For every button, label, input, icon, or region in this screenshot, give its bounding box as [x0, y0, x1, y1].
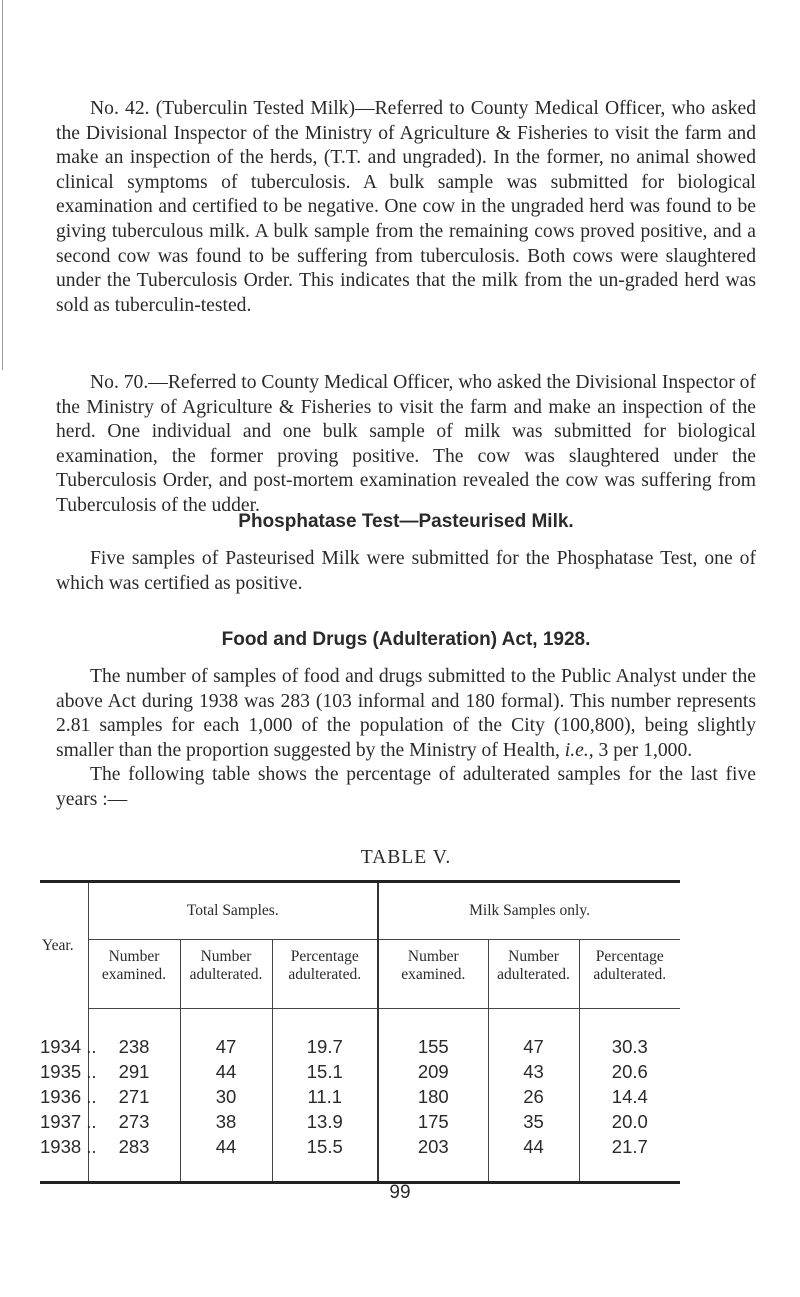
total-percentage-adulterated-header: [272, 940, 378, 1009]
total-examined-cell: 291: [88, 1059, 180, 1084]
year-cell: 1936 ..: [40, 1086, 97, 1107]
adulteration-table: [40, 880, 680, 1184]
milk-examined-cell: 175: [378, 1109, 488, 1134]
paragraph-text: The number of samples of food and drugs submitted to the Public Analyst under the above Act during 1938 was 283 (103 informal and 180 formal). This number represents 2.81 samples for each 1,000 of the population of the City (100,800), being slightly smaller than the proportion suggested by the Ministry of Health,: [56, 666, 756, 761]
total-adulterated-cell: 44: [180, 1059, 272, 1084]
paragraph-phosphatase: [56, 547, 756, 596]
total-number-adulterated-header: [180, 940, 272, 1009]
milk-adulterated-cell: 35: [488, 1109, 579, 1134]
header-line: adulterated.: [497, 966, 570, 983]
year-cell: 1938 ..: [40, 1136, 97, 1157]
total-examined-cell: 238: [88, 1034, 180, 1059]
milk-percentage-cell: 20.0: [579, 1109, 680, 1134]
milk-percentage-cell: 20.6: [579, 1059, 680, 1084]
spacer-cell: [488, 1009, 579, 1035]
total-adulterated-cell: 47: [180, 1034, 272, 1059]
milk-percentage-cell: 21.7: [579, 1134, 680, 1183]
scan-edge-line: [2, 0, 3, 370]
header-line: adulterated.: [189, 966, 263, 983]
paragraph-text: Five samples of Pasteurised Milk were submitted for the Phosphatase Test, one of which was certified as positive.: [56, 548, 756, 594]
milk-percentage-adulterated-header: [579, 940, 680, 1009]
total-samples-group-header: Total Samples.: [88, 882, 378, 940]
header-line: adulterated.: [593, 966, 667, 983]
total-percentage-cell: 15.5: [272, 1134, 378, 1183]
milk-adulterated-cell: 43: [488, 1059, 579, 1084]
milk-examined-cell: 209: [378, 1059, 488, 1084]
milk-number-examined-header: [378, 940, 488, 1009]
table-spacer-row: [40, 1009, 680, 1035]
total-adulterated-cell: 44: [180, 1134, 272, 1183]
spacer-cell: [180, 1009, 272, 1035]
spacer-cell: [378, 1009, 488, 1035]
total-percentage-cell: 11.1: [272, 1084, 378, 1109]
total-percentage-cell: 15.1: [272, 1059, 378, 1084]
heading-food-and-drugs-act: Food and Drugs (Adulteration) Act, 1928.: [221, 629, 591, 650]
table-header-row-groups: [40, 882, 680, 940]
total-percentage-cell: 13.9: [272, 1109, 378, 1134]
paragraph-table-intro: [56, 763, 756, 812]
header-line: Percentage: [595, 948, 664, 965]
spacer-cell: [40, 1009, 88, 1035]
milk-examined-cell: 155: [378, 1034, 488, 1059]
year-cell: 1935 ..: [40, 1061, 97, 1082]
header-line: Number: [508, 948, 559, 965]
table-header-row-columns: [40, 940, 680, 1009]
total-percentage-cell: 19.7: [272, 1034, 378, 1059]
spacer-cell: [88, 1009, 180, 1035]
year-cell: 1937 ..: [40, 1111, 97, 1132]
milk-percentage-cell: 30.3: [579, 1034, 680, 1059]
header-line: Percentage: [290, 948, 359, 965]
heading-phosphatase-test: Phosphatase Test—Pasteurised Milk.: [238, 511, 574, 532]
table-row: [40, 1059, 680, 1084]
milk-adulterated-cell: 44: [488, 1134, 579, 1183]
paragraph-text: No. 70.—Referred to County Medical Officer, who asked the Divisional Inspector of the Ministry of Agriculture & Fisheries to visit the farm and make an inspection of the herd. One individual and one bulk sample of milk was submitted for biological examination, the former proving positive. The cow was slaughtered under the Tuberculosis Order, and post-mortem examination revealed the cow was suffering from Tuberculosis of the udder.: [56, 372, 756, 516]
header-line: Number: [108, 948, 160, 965]
total-adulterated-cell: 30: [180, 1084, 272, 1109]
paragraph-case-42: [56, 97, 756, 318]
header-line: Number: [407, 948, 459, 965]
year-cell: 1934 ..: [40, 1036, 97, 1057]
milk-adulterated-cell: 26: [488, 1084, 579, 1109]
header-line: Number: [200, 948, 252, 965]
year-column-header: Year.: [42, 936, 74, 954]
spacer-cell: [579, 1009, 680, 1035]
total-number-examined-header: [88, 940, 180, 1009]
paragraph-text: No. 42. (Tuberculin Tested Milk)—Referred to County Medical Officer, who asked the Divisional Inspector of the Ministry of Agriculture & Fisheries to visit the farm and make an inspection of the herds, (T.T. and ungraded). In the former, no animal showed clinical symptoms of tuberculosis. A bulk sample was submitted for biological examination and certified to be negative. One cow in the ungraded herd was found to be giving tuberculous milk. A bulk sample from the remaining cows proved positive, and a second cow was found to be suffering from tuberculosis. Both cows were slaughtered under the Tuberculosis Order. This indicates that the milk from the un-graded herd was sold as tuberculin-tested.: [56, 98, 756, 316]
total-examined-cell: 271: [88, 1084, 180, 1109]
total-adulterated-cell: 38: [180, 1109, 272, 1134]
table-row: [40, 1034, 680, 1059]
header-line: adulterated.: [288, 966, 362, 983]
spacer-cell: [272, 1009, 378, 1035]
paragraph-case-70: [56, 371, 756, 519]
milk-percentage-cell: 14.4: [579, 1084, 680, 1109]
milk-adulterated-cell: 47: [488, 1034, 579, 1059]
paragraph-text: The following table shows the percentage of adulterated samples for the last five years :—: [56, 764, 756, 810]
total-examined-cell: 273: [88, 1109, 180, 1134]
table-row: [40, 1109, 680, 1134]
header-line: examined.: [401, 966, 466, 983]
paragraph-food-and-drugs: [56, 665, 756, 763]
paragraph-ie: i.e.,: [564, 739, 594, 761]
header-line: examined.: [101, 966, 167, 983]
milk-samples-group-header: Milk Samples only.: [378, 882, 680, 940]
paragraph-text: 3 per 1,000.: [593, 739, 693, 761]
table-row: [40, 1084, 680, 1109]
adulteration-table-wrapper: [40, 880, 680, 1184]
milk-examined-cell: 203: [378, 1134, 488, 1183]
milk-examined-cell: 180: [378, 1084, 488, 1109]
table-title: TABLE V.: [360, 847, 452, 868]
milk-number-adulterated-header: [488, 940, 579, 1009]
total-examined-cell: 283: [88, 1134, 180, 1183]
table-row: [40, 1134, 680, 1183]
page-number: 99: [389, 1182, 411, 1203]
